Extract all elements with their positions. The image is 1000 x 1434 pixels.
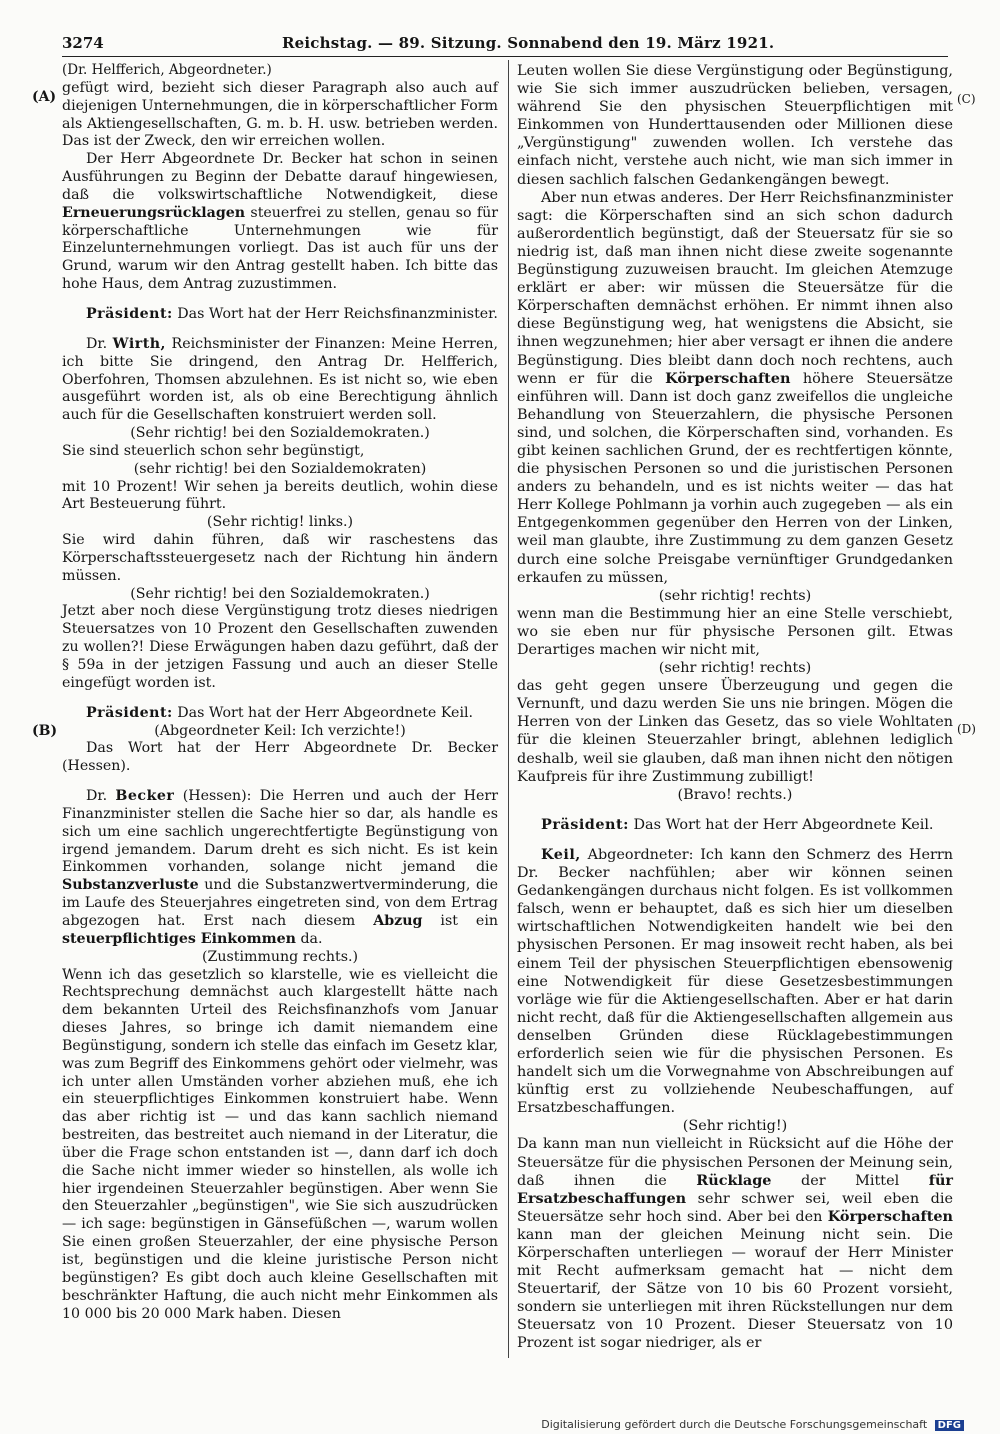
speaker-paragraph: Dr. Becker (Hessen): Die Herren und auch der Herr Finanzminister stellen die Sache hier so dar, als handle es sich um eine sachlich ungerechtfertigte Begünstigung von irgend jemandem. Darum dreht es sich nicht. Es ist kein Einkommen vorhanden, solange nicht jemand die Substanzverluste und die Substanzwertverminderung, die im Laufe des Steuerjahres eingetreten sind, von dem Ertrag abgezogen hat. Erst nach diesem Abzug ist ein steuerpflichtiges Einkommen da. [62, 788, 498, 947]
paragraph: Leuten wollen Sie diese Vergünstigung oder Begünstigung, wie Sie sich immer auszudrücken belieben, versagen, während Sie den physischen Steuerpflichtigen mit Einkommen von Hunderttausenden oder Millionen diese „Vergünstigung" zuwenden wollen. Ich verstehe das einfach nicht, verstehe auch nicht, wie man sich immer in diesen sachlich falschen Gedankengängen bewegt. [517, 63, 953, 188]
speaker-continuation: (Dr. Helfferich, Abgeordneter.) [62, 62, 272, 78]
paragraph: Aber nun etwas anderes. Der Herr Reichsfinanzminister sagt: die Körperschaften sind an sich schon dadurch außerordentlich begünstigt, daß der Steuersatz für sie so niedrig ist, daß man ihnen nicht diese zweite sogenannte Begünstigung zuzuweisen braucht. Im gleichen Atemzuge erklärt er aber: wir müssen die Steuersätze für die Körperschaften demnächst erhöhen. Er nimmt ihnen also diese Begünstigung weg, hat wenigstens die Absicht, sie ihnen wegzunehmen; hier aber versagt er ihnen die andere Begünstigung. Dies bleibt dann doch noch rechtens, auch wenn er für die Körperschaften höhere Steuersätze einführen will. Dann ist doch ganz zweifellos die ungleiche Behandlung von Steuerzahlern, die physische Personen sind, und solchen, die Körperschaften sind, vorhanden. Es gibt keinen sachlichen Grund, der es rechtfertigen könnte, die physischen Personen so und die juristischen Personen anders zu behandeln, und es ist nichts weiter — das hat Herr Kollege Pohlmann ja vorhin auch zugegeben — als ein Entgegenkommen gegenüber den Herren von der Linken, weil man glaubte, ihre Zustimmung zu dem ganzen Gesetz durch eine solche Preisgabe vernünftiger Grundgedanken erkaufen zu müssen, [517, 189, 953, 586]
interjection: (Bravo! rechts.) [677, 786, 793, 803]
speaker-name: Präsident: [86, 305, 173, 322]
speaker-paragraph: Präsident: Das Wort hat der Herr Abgeordnete Keil. [541, 815, 934, 833]
paragraph: Sie wird dahin führen, daß wir raschestens das Körperschaftssteuergesetz nach der Richtung hin ändern müssen. [62, 532, 498, 584]
page-header [62, 34, 948, 57]
interjection: (Sehr richtig! links.) [206, 514, 354, 531]
right-column [517, 62, 953, 1353]
speaker-paragraph: Dr. Wirth, Reichsminister der Finanzen: Meine Herren, ich bitte Sie dringend, den Antrag Dr. Helfferich, Oberfohren, Thomsen abzulehnen. Es ist nicht so, wie eben ausgeführt worden ist, als ob eine Berechtigung ähnlich auch für die Gesellschaften konstruiert werden soll. [62, 335, 498, 424]
paragraph: Das Wort hat der Herr Abgeordnete Dr. Becker (Hessen). [62, 740, 498, 775]
paragraph: wenn man die Bestimmung hier an eine Stelle verschiebt, wo sie eben nur für physische Personen gilt. Etwas Derartiges machen wir nicht mit, [517, 605, 953, 658]
interjection: (Sehr richtig! bei den Sozialdemokraten.) [130, 585, 430, 602]
margin-marker-d: (D) [957, 722, 976, 736]
dfg-logo: DFG [935, 1420, 964, 1431]
speaker-paragraph: Keil, Abgeordneter: Ich kann den Schmerz des Herrn Dr. Becker nachfühlen; aber wir können seinen Gedankengängen durchaus nicht folgen. Es ist vollkommen falsch, wenn er behauptet, daß es sich hier um dieselben wirtschaftlichen Notwendigkeiten handelt wie bei den physischen Personen. Er mag insoweit recht haben, als bei einem Teil der physischen Steuerpflichtigen ebensowenig eine Notwendigkeit für diese Gesetzesbestimmungen vorläge wie für die Aktiengesellschaften. Aber er hat darin nicht recht, daß für die Aktiengesellschaften allgemein aus denselben Gründen diese Rücklagebestimmungen erforderlich seien wie für die physischen Personen. Es handelt sich um die Vorwegnahme von Abschreibungen auf künftig erst zu vollziehende Neubeschaffungen, auf Ersatzbeschaffungen. [517, 845, 953, 1117]
left-column [62, 62, 498, 1323]
margin-marker-a: (A) [32, 89, 57, 105]
footer-text: Digitalisierung gefördert durch die Deutsche Forschungsgemeinschaft [541, 1418, 928, 1431]
speaker-name: Keil, [541, 845, 581, 863]
interjection: (sehr richtig! bei den Sozialdemokraten) [133, 460, 427, 477]
page-number: 3274 [62, 34, 104, 52]
digitization-footer [541, 1418, 964, 1431]
paragraph: Sie sind steuerlich schon sehr begünstigt, [62, 442, 365, 459]
speaker-name: Präsident: [541, 815, 629, 833]
running-title: Reichstag. — 89. Sitzung. Sonnabend den 19. März 1921. [282, 34, 775, 52]
paragraph: Wenn ich das gesetzlich so klarstelle, wie es vielleicht die Rechtsprechung demnächst auch klargestellt hätte nach dem bekannten Urteil des Reichsfinanzhofs vom Januar dieses Jahres, so bringe ich damit niemandem eine Begünstigung, sondern ich stelle das einfach im Gesetz klar, was zum Begriff des Einkommens gehört oder vielmehr, was ich unter allen Umständen vorher abziehen muß, ehe ich ein steuerpflichtiges Einkommen konstruiert habe. Wenn das aber richtig ist — und das kann sachlich niemand bestreiten, das bestreitet auch niemand in der Literatur, die über die Frage schon entstanden ist —, dann darf ich doch die Sache nicht immer wieder so hinstellen, als wolle ich hier irgendeinen Steuerzahler begünstigen. Aber wenn Sie den Steuerzahler „begünstigen", wie Sie sich auszudrücken — ich sage: begünstigen in Gänsefüßchen —, warum wollen Sie einen großen Steuerzahler, der eine physische Person ist, begünstigen und die kleine juristische Person nicht begünstigen? Es gibt doch auch kleine Gesellschaften mit beschränkter Haftung, die auch nicht mehr Einkommen als 10 000 bis 20 000 Mark haben. Diesen [62, 966, 498, 1322]
paragraph: das geht gegen unsere Überzeugung und gegen die Vernunft, und dazu werden Sie uns nie bringen. Mögen die Herren von der Linken das Gesetz, das so viele Wohltaten für die kleinen Steuerzahler bringt, ablehnen lediglich deshalb, weil sie glauben, daß man ihnen nicht den nötigen Kaufpreis für ihre Zustimmung zubilligt! [517, 678, 953, 785]
interjection: (Abgeordneter Keil: Ich verzichte!) [154, 722, 406, 739]
paragraph: Jetzt aber noch diese Vergünstigung trotz dieses niedrigen Steuersatzes von 10 Prozent den Gesellschaften zuwenden zu wollen?! Diese Erwägungen haben dazu geführt, daß der § 59a in der jetzigen Fassung und auch an dieser Stelle eingefügt worden ist. [62, 603, 498, 691]
speaker-name: Präsident: [86, 704, 173, 721]
interjection: (Sehr richtig!) [682, 1118, 788, 1135]
column-divider [508, 60, 509, 1358]
interjection: (sehr richtig! rechts) [658, 587, 812, 604]
margin-marker-c: (C) [957, 92, 976, 106]
speaker-paragraph: Präsident: Das Wort hat der Herr Reichsfinanzminister. [86, 305, 498, 322]
interjection: (Sehr richtig! bei den Sozialdemokraten.) [130, 425, 430, 442]
speaker-name: Wirth, [112, 335, 166, 352]
paragraph: mit 10 Prozent! Wir sehen ja bereits deutlich, wohin diese Art Besteuerung führt. [62, 478, 498, 513]
speaker-name: Becker [115, 788, 175, 805]
interjection: (sehr richtig! rechts) [658, 660, 812, 677]
paragraph: gefügt wird, bezieht sich dieser Paragraph also auch auf diejenigen Unternehmungen, die in körperschaftlicher Form als Aktiengesellschaften, G. m. b. H. usw. betrieben werden. Das ist der Zweck, den wir erreichen wollen. [62, 79, 498, 150]
paragraph: Da kann man nun vielleicht in Rücksicht auf die Höhe der Steuersätze für die physischen Personen der Meinung sein, daß ihnen die Rücklage der Mittel für Ersatzbeschaffungen sehr schwer sei, weil eben die Steuersätze sehr hoch sind. Aber bei den Körperschaften kann man der gleichen Meinung nicht sein. Die Körperschaften unterliegen — worauf der Herr Minister mit Recht aufmerksam gemacht hat — nicht dem Steuertarif, der Sätze von 10 bis 60 Prozent vorsieht, sondern sie unterliegen mit ihren Rückstellungen nur dem Steuersatz von 10 Prozent. Dieser Steuersatz von 10 Prozent ist sogar niedriger, als er [517, 1136, 953, 1352]
speaker-paragraph: Präsident: Das Wort hat der Herr Abgeordnete Keil. [86, 704, 474, 721]
paragraph: Der Herr Abgeordnete Dr. Becker hat schon in seinen Ausführungen zu Beginn der Debatte darauf hingewiesen, daß die volkswirtschaftliche Notwendigkeit, diese Erneuerungsrücklagen steuerfrei zu stellen, genau so für körperschaftliche Unternehmungen wie für Einzelunternehmungen vorliegt. Das ist auch für uns der Grund, warum wir den Antrag gestellt haben. Ich bitte das hohe Haus, dem Antrag zuzustimmen. [62, 151, 498, 293]
interjection: (Zustimmung rechts.) [201, 948, 359, 965]
margin-marker-b: (B) [32, 723, 58, 739]
